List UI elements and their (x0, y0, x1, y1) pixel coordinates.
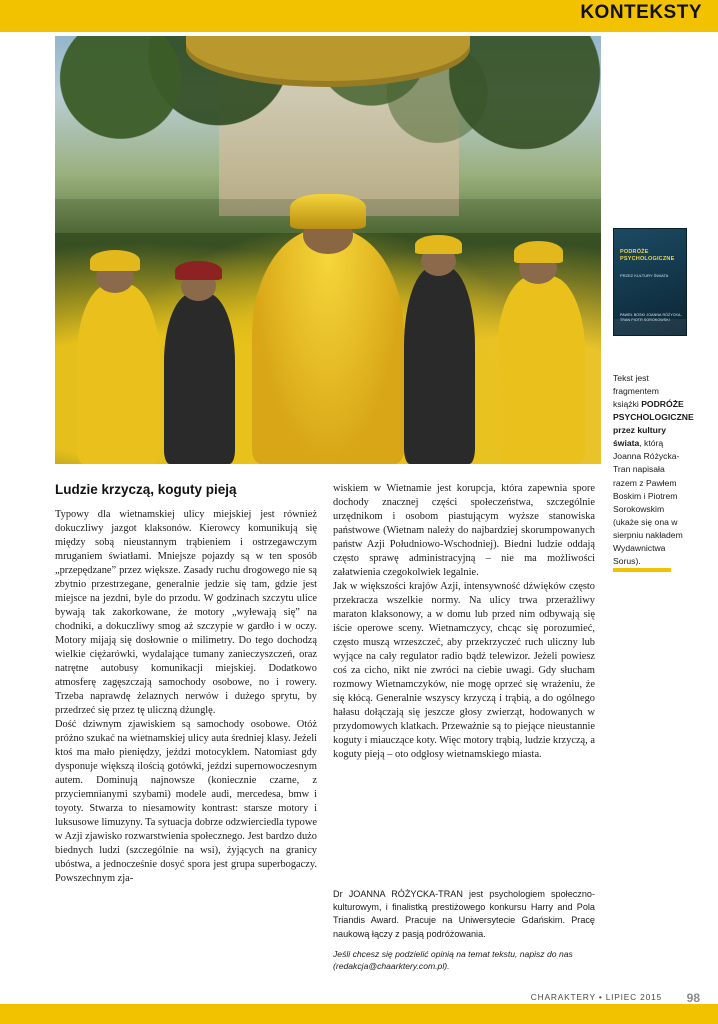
article-column-left (55, 508, 317, 886)
paragraph: Typowy dla wietnamskiej ulicy miejskiej jest również dokuczliwy jazgot klaksonów. Kierowcy komunikują się między sobą nieustannym trąbieniem i ostrzegawczym mruganiem światłami. Mniejsze pojazdy są w ten sposób „przepędzane” przez większe. Zasady ruchu drogowego nie są zbytnio przestrzegane, generalnie jedzie się tam, gdzie jest miejsce na jezdni, byle do przodu. W godzinach szczytu ulice bywają tak zakorkowane, że motory „wyłewają się” na chodniki, a dokuczliwy smog aż szczypie w gardło i w oczy. Motory mijają się dosłownie o milimetry. Do tego dochodzą wielkie ciężarówki, wydalające tumany zanieczyszczeń, oraz natrętne autobusy komunikacji miejskiej. Dodatkowo atmosferę zagęszczają samochody osobowe, no i rowery. Trzeba naprawdę żelaznych nerwów i dużego sprytu, by przedrzeć się przez tę uliczną dżunglę. (55, 509, 317, 716)
figure-center-robe (252, 229, 405, 464)
figure-right-robe (497, 276, 584, 464)
book-cover-subtitle: PRZEZ KULTURY ŚWIATA (620, 273, 669, 278)
figure-left-mid-hat (175, 261, 221, 280)
sidebar-note: Tekst jest fragmentem książki PODRÓŻE PSYCHOLOGICZNE przez kultury świata, którą Joanna Różycka-Tran napisała razem z Pawłem Boskim i Piotrem Sorokowskim (ukaże się ona w sierpniu nakładem Wydawnictwa Sorus). (613, 373, 694, 566)
contact-note: Jeśli chcesz się podzielić opinią na temat tekstu, napisz do nas (redakcja@chaarktery.com.pl). (333, 949, 573, 972)
figure-left-hat (90, 250, 139, 271)
figure-right-mid-hat (415, 235, 461, 254)
figure-right-hat (514, 241, 563, 262)
sidebar-note-book-title: PODRÓŻE PSYCHOLOGICZNE (613, 399, 694, 423)
page-number: 98 (686, 991, 700, 1005)
figure-left-mid-robe (164, 293, 235, 464)
figure-left-robe (77, 284, 159, 464)
book-cover-title: PODRÓŻE PSYCHOLOGICZNE (620, 249, 675, 263)
author-bio: Dr JOANNA RÓŻYCKA-TRAN jest psychologiem społeczno-kulturowym, i finalistką prestiżowego konkursu Harry and Pola Triandis Award. Pracuje na Uniwersytecie Gdańskim. Pracę naukową łączy z pasją podróżowania. (333, 889, 595, 939)
footer-magazine-line: CHARAKTERY • LIPIEC 2015 (530, 992, 662, 1002)
paragraph: Dość dziwnym zjawiskiem są samochody osobowe. Otóż próżno szukać na wietnamskiej ulicy auta średniej klasy. Jeżeli ktoś ma mało pieniędzy, jeździ motocyklem. Natomiast gdy dysponuje większą ilością gotówki, jeździ supernowoczesnym autem. Dominują najnowsze (koniecznie czarne, z przyciemnianymi szybami) modele audi, mercedesa, bmw i toyoty. Stwarza to niesamowity kontrast: starsze motory i luksusowe limuzyny. Ta sytuacja dobrze odzwierciedla typowe w Azji zjawisko rozwarstwienia społecznego. Jest bardzo dużo biednych ludzi (szczególnie na wsi), żyjących na granicy ubóstwa, a jednocześnie dosyć spora jest grupa superbogaczy. Powszechnym zja- (55, 718, 317, 884)
paragraph: wiskiem w Wietnamie jest korupcja, która zapewnia spore dochody znacznej części społeczeństwa, szczególnie urzędnikom i osobom piastującym wyższe stanowiska państwowe (Wietnam należy do najbardziej skorumpowanych państw Azji Południowo-Wschodniej). Biedni ludzie oddają często sprawę administracyjną – nie ma możliwości załatwienia czegokolwiek legalnie. (333, 483, 595, 578)
page-title: Ludzie krzyczą, koguty pieją (55, 482, 237, 497)
book-cover-authors: PAWEŁ BOSKI JOANNA RÓŻYCKA-TRAN PIOTR SOROKOWSKI (620, 312, 682, 322)
article-column-right (333, 482, 595, 762)
vietnamese-ceremony-photo (55, 36, 601, 464)
book-cover-thumbnail (613, 228, 687, 336)
figure-center-crown (290, 194, 366, 228)
figure-right-mid-robe (404, 267, 475, 464)
sidebar-accent-rule (613, 568, 671, 572)
section-title: KONTEKSTY (580, 2, 702, 23)
footer-accent-bar (0, 1006, 718, 1024)
header-divider (0, 30, 718, 32)
paragraph: Jak w większości krajów Azji, intensywność dźwięków często przekracza wszelkie normy. Na ulicy trwa przerażliwy maraton klaksonowy, a w domu lub przed nim odbywają się iście operowe sceny. Wietnamczycy, chcąc się porozumieć, często muszą wrzeszczeć, aby przekrzyczeć ruch uliczny lub wyjące na cały regulator radio bądź telewizor. Jeżeli powiesz coś za cicho, nikt nie zwróci na ciebie uwagi. Gdy słucham rozmowy Wietnamczyków, nie mogę oprzeć się wrażeniu, że się kłócą. Generalnie wszyscy krzyczą i trąbią, a do ogólnego hałasu dołączają się jeszcze głosy zwierząt, hodowanych w przydomowych klatkach. Przeważnie są to piejące nieustannie koguty i miauczące koty. Więc motory trąbią, ludzie krzyczą, a koguty pieją – oto odgłosy wietnamskiego miasta. (333, 580, 595, 760)
